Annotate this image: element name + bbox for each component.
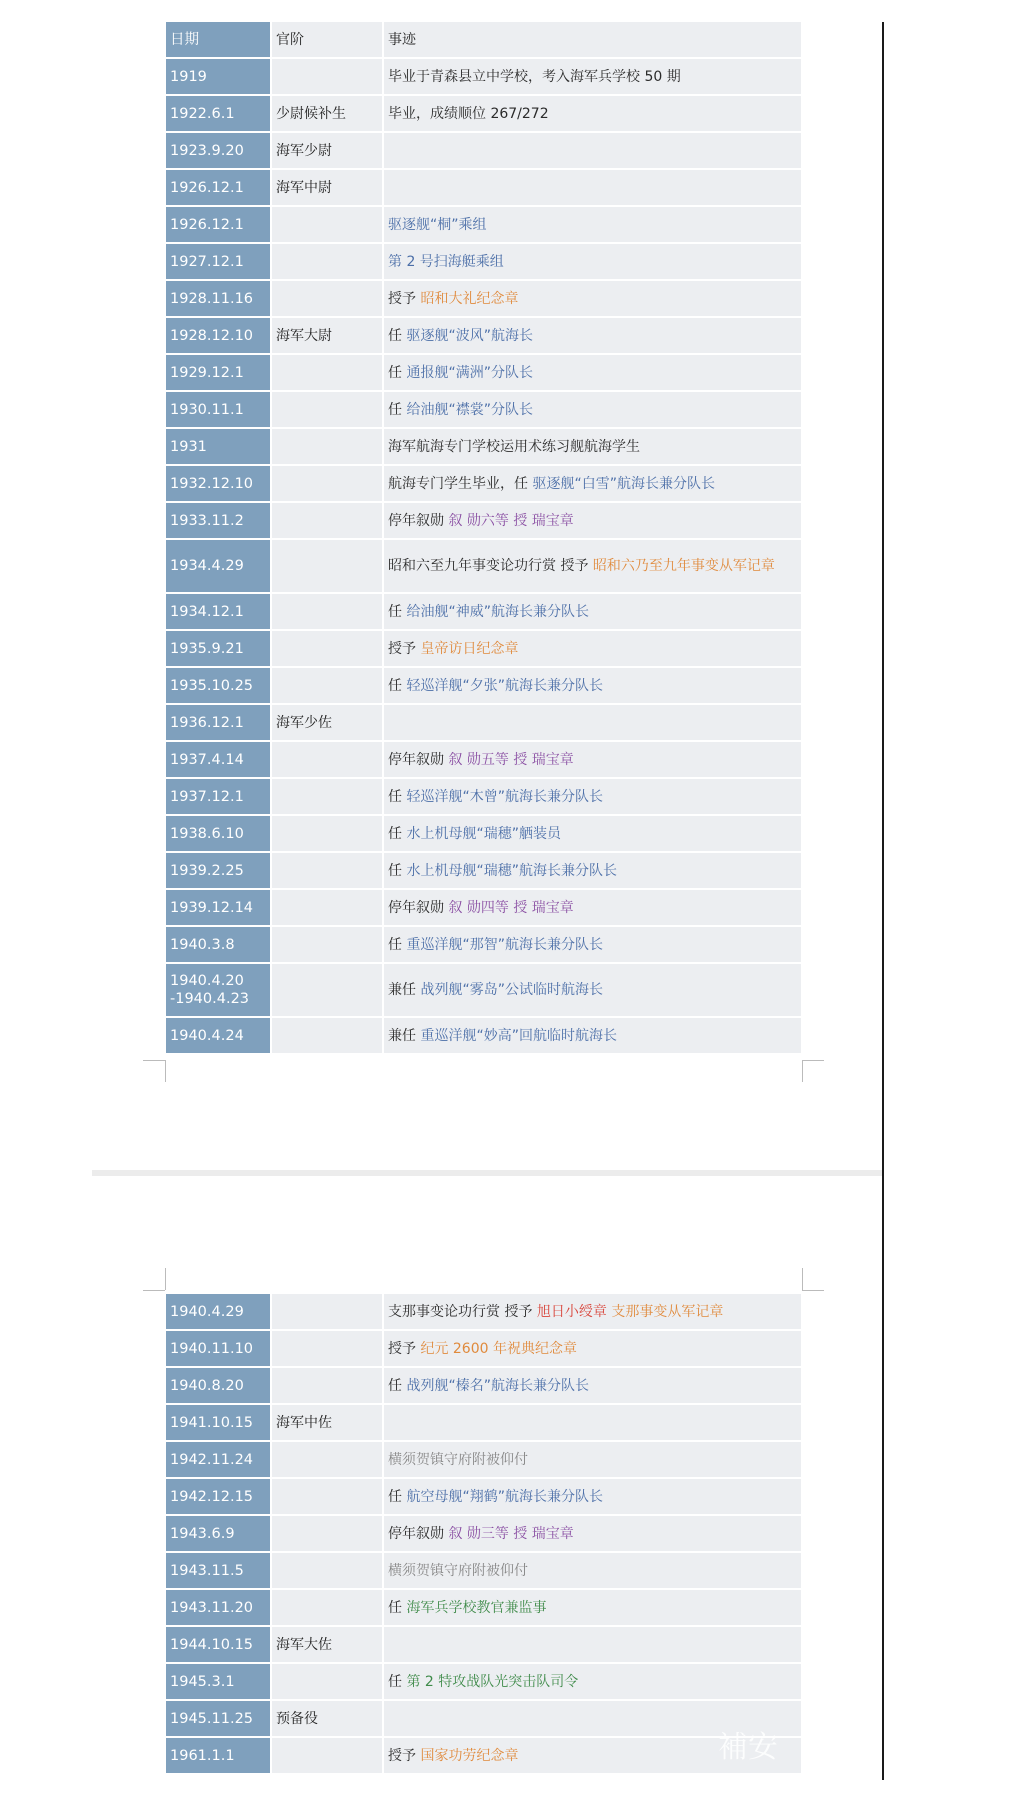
crop-mark	[165, 1268, 166, 1290]
row-event	[384, 1516, 801, 1553]
event-text: 毕业于青森县立中学校，考入海军兵学校 50 期	[388, 68, 681, 85]
event-text: 叙 勋五等 授 瑞宝章	[448, 751, 574, 768]
event-text: 叙 勋六等 授 瑞宝章	[448, 512, 574, 529]
row-rank	[272, 1553, 384, 1590]
row-event	[384, 540, 801, 594]
event-text: 横须贺镇守府附被仰付	[388, 1562, 528, 1579]
table-row	[166, 890, 801, 927]
row-rank	[272, 466, 384, 503]
crop-mark	[165, 1060, 166, 1082]
career-table-page-1	[166, 22, 801, 1055]
event-text: 毕业，成绩顺位 267/272	[388, 105, 549, 122]
event-text: 任	[388, 364, 407, 381]
table-row	[166, 1294, 801, 1331]
row-event	[384, 207, 801, 244]
header-event: 事迹	[384, 22, 801, 59]
event-text: 昭和大礼纪念章	[420, 290, 519, 307]
table-row	[166, 1738, 801, 1775]
table-row	[166, 927, 801, 964]
event-text: 给油舰“神威”航海长兼分队长	[406, 603, 589, 620]
row-event	[384, 392, 801, 429]
row-date: 1940.4.29	[166, 1294, 272, 1331]
event-text: 叙 勋四等 授 瑞宝章	[448, 899, 574, 916]
table-row	[166, 59, 801, 96]
row-date: 1934.12.1	[166, 594, 272, 631]
table-row	[166, 503, 801, 540]
row-date: 1937.4.14	[166, 742, 272, 779]
row-date: 1930.11.1	[166, 392, 272, 429]
event-text: 兼任	[388, 982, 421, 998]
row-rank: 海军大佐	[272, 1627, 384, 1664]
row-event	[384, 1405, 801, 1442]
table-row	[166, 1018, 801, 1055]
row-event	[384, 890, 801, 927]
event-text: 轻巡洋舰“夕张”航海长兼分队长	[406, 677, 603, 694]
row-event	[384, 1479, 801, 1516]
table-row	[166, 355, 801, 392]
row-date: 1919	[166, 59, 272, 96]
row-event	[384, 1553, 801, 1590]
event-text: 停年叙勋	[388, 1525, 449, 1542]
row-event	[384, 1294, 801, 1331]
row-event	[384, 244, 801, 281]
row-rank: 海军少佐	[272, 705, 384, 742]
row-date: 1928.11.16	[166, 281, 272, 318]
page-right-border	[882, 22, 884, 1780]
row-date: 1934.4.29	[166, 540, 272, 594]
row-event	[384, 1627, 801, 1664]
event-text: 航空母舰“翔鹤”航海长兼分队长	[406, 1488, 603, 1505]
table-row	[166, 429, 801, 466]
table-row	[166, 281, 801, 318]
row-rank	[272, 853, 384, 890]
row-event	[384, 466, 801, 503]
row-event	[384, 1368, 801, 1405]
row-event	[384, 779, 801, 816]
table-row	[166, 668, 801, 705]
table-row	[166, 742, 801, 779]
row-date: 1943.11.20	[166, 1590, 272, 1627]
row-rank	[272, 1018, 384, 1055]
row-rank	[272, 1479, 384, 1516]
table-row	[166, 705, 801, 742]
row-date: 1944.10.15	[166, 1627, 272, 1664]
row-rank	[272, 429, 384, 466]
event-text: 驱逐舰“白雪”航海长兼分队长	[532, 475, 715, 492]
row-rank	[272, 355, 384, 392]
row-date: 1937.12.1	[166, 779, 272, 816]
row-date: 1940.11.10	[166, 1331, 272, 1368]
event-text: 昭和六乃至九年事变从军记章	[592, 558, 775, 574]
row-date: 1940.3.8	[166, 927, 272, 964]
row-event	[384, 705, 801, 742]
header-date: 日期	[166, 22, 272, 59]
table-row	[166, 1405, 801, 1442]
event-text: 授予	[388, 640, 421, 657]
row-date: 1932.12.10	[166, 466, 272, 503]
event-text: 任	[388, 1488, 407, 1505]
event-text: 战列舰“榛名”航海长兼分队长	[406, 1377, 589, 1394]
table-row	[166, 1590, 801, 1627]
row-date: 1939.2.25	[166, 853, 272, 890]
row-rank	[272, 244, 384, 281]
event-text: 任	[388, 401, 407, 418]
event-text: 战列舰“雾岛”公试临时航海长	[420, 982, 603, 998]
event-text: 通报舰“满洲”分队长	[406, 364, 533, 381]
row-event	[384, 1664, 801, 1701]
row-rank	[272, 1590, 384, 1627]
row-rank	[272, 631, 384, 668]
row-rank	[272, 207, 384, 244]
row-event	[384, 631, 801, 668]
event-text: 驱逐舰“桐”乘组	[388, 216, 487, 233]
row-rank	[272, 779, 384, 816]
row-event	[384, 742, 801, 779]
table-row	[166, 1479, 801, 1516]
row-event	[384, 170, 801, 207]
row-event	[384, 594, 801, 631]
row-rank	[272, 1294, 384, 1331]
event-text: 横须贺镇守府附被仰付	[388, 1451, 528, 1468]
table-row	[166, 133, 801, 170]
row-rank	[272, 540, 384, 594]
row-rank: 海军大尉	[272, 318, 384, 355]
row-date: 1936.12.1	[166, 705, 272, 742]
row-event	[384, 96, 801, 133]
row-rank: 少尉候补生	[272, 96, 384, 133]
row-rank	[272, 594, 384, 631]
row-date: 1961.1.1	[166, 1738, 272, 1775]
row-rank: 海军中尉	[272, 170, 384, 207]
event-text: 海军航海专门学校运用术练习舰航海学生	[388, 438, 640, 455]
row-date: 1945.3.1	[166, 1664, 272, 1701]
row-event	[384, 964, 801, 1018]
row-date: 1926.12.1	[166, 170, 272, 207]
crop-mark	[802, 1290, 824, 1291]
event-text: 驱逐舰“波风”航海长	[406, 327, 533, 344]
page-separator	[92, 1170, 882, 1176]
table-header-row	[166, 22, 801, 59]
row-event	[384, 1018, 801, 1055]
event-text: 任	[388, 1673, 407, 1690]
row-event	[384, 281, 801, 318]
row-rank	[272, 1331, 384, 1368]
event-text: 水上机母舰“瑞穗”航海长兼分队长	[406, 862, 617, 879]
row-rank	[272, 59, 384, 96]
event-text: 任	[388, 788, 407, 805]
table-row	[166, 392, 801, 429]
event-text: 轻巡洋舰“木曾”航海长兼分队长	[406, 788, 603, 805]
row-date: 1940.8.20	[166, 1368, 272, 1405]
event-text: 支那事变论功行赏 授予	[388, 1303, 537, 1320]
row-date: 1923.9.20	[166, 133, 272, 170]
event-text: 支那事变从军记章	[606, 1303, 724, 1320]
table-row	[166, 318, 801, 355]
row-event	[384, 668, 801, 705]
event-text: 兼任	[388, 1027, 421, 1044]
crop-mark	[143, 1290, 165, 1291]
event-text: 任	[388, 603, 407, 620]
row-date: 1928.12.10	[166, 318, 272, 355]
crop-mark	[802, 1060, 803, 1082]
row-rank: 海军中佐	[272, 1405, 384, 1442]
row-date: 1927.12.1	[166, 244, 272, 281]
table-row	[166, 853, 801, 890]
event-text: 任	[388, 936, 407, 953]
row-event	[384, 816, 801, 853]
watermark-logo: 補安	[718, 1730, 778, 1765]
row-event	[384, 133, 801, 170]
event-text: 重巡洋舰“那智”航海长兼分队长	[406, 936, 603, 953]
event-text: 重巡洋舰“妙高”回航临时航海长	[420, 1027, 617, 1044]
table-row	[166, 540, 801, 594]
event-text: 停年叙勋	[388, 899, 449, 916]
header-rank: 官阶	[272, 22, 384, 59]
event-text: 授予	[388, 1747, 421, 1764]
table-row	[166, 466, 801, 503]
row-date: 1943.11.5	[166, 1553, 272, 1590]
row-event	[384, 1331, 801, 1368]
row-event	[384, 927, 801, 964]
row-rank	[272, 1368, 384, 1405]
event-text: 任	[388, 1377, 407, 1394]
row-rank	[272, 1738, 384, 1775]
table-row	[166, 244, 801, 281]
table-row	[166, 1516, 801, 1553]
row-date: 1945.11.25	[166, 1701, 272, 1738]
row-event	[384, 355, 801, 392]
table-row	[166, 816, 801, 853]
row-event	[384, 503, 801, 540]
row-date: 1922.6.1	[166, 96, 272, 133]
row-rank	[272, 1442, 384, 1479]
event-text: 任	[388, 1599, 407, 1616]
row-event	[384, 1590, 801, 1627]
event-text: 旭日小绶章	[536, 1303, 607, 1320]
event-text: 第 2 特攻战队光突击队司令	[406, 1673, 579, 1690]
row-date: 1939.12.14	[166, 890, 272, 927]
table-row	[166, 96, 801, 133]
event-text: 海军兵学校教官兼监事	[406, 1599, 547, 1616]
row-date: 1933.11.2	[166, 503, 272, 540]
row-rank	[272, 1664, 384, 1701]
event-text: 航海专门学生毕业，任	[388, 475, 533, 492]
row-date: 1935.9.21	[166, 631, 272, 668]
table-row	[166, 1701, 801, 1738]
row-date: 1941.10.15	[166, 1405, 272, 1442]
row-rank	[272, 281, 384, 318]
table-row	[166, 1368, 801, 1405]
crop-mark	[802, 1268, 803, 1290]
event-text: 授予	[388, 290, 421, 307]
event-text: 第 2 号扫海艇乘组	[388, 253, 504, 270]
table-row	[166, 207, 801, 244]
row-date: 1926.12.1	[166, 207, 272, 244]
row-rank	[272, 816, 384, 853]
row-event	[384, 318, 801, 355]
table-row	[166, 1331, 801, 1368]
row-rank	[272, 392, 384, 429]
table-row	[166, 1442, 801, 1479]
table-row	[166, 631, 801, 668]
crop-mark	[143, 1060, 165, 1061]
row-date: 1943.6.9	[166, 1516, 272, 1553]
row-event	[384, 429, 801, 466]
event-text: 任	[388, 327, 407, 344]
table-row	[166, 1627, 801, 1664]
table-row	[166, 170, 801, 207]
row-rank	[272, 927, 384, 964]
event-text: 叙 勋三等 授 瑞宝章	[448, 1525, 574, 1542]
row-rank	[272, 964, 384, 1018]
row-rank	[272, 668, 384, 705]
table-row	[166, 964, 801, 1018]
row-rank	[272, 1516, 384, 1553]
row-rank	[272, 742, 384, 779]
row-rank: 海军少尉	[272, 133, 384, 170]
event-text: 任	[388, 862, 407, 879]
row-event	[384, 1442, 801, 1479]
row-date: 1935.10.25	[166, 668, 272, 705]
table-row	[166, 1553, 801, 1590]
row-rank: 预备役	[272, 1701, 384, 1738]
crop-mark	[802, 1060, 824, 1061]
row-rank	[272, 890, 384, 927]
event-text: 水上机母舰“瑞穗”舾装员	[406, 825, 561, 842]
row-date: 1942.12.15	[166, 1479, 272, 1516]
event-text: 皇帝访日纪念章	[420, 640, 519, 657]
event-text: 纪元 2600 年祝典纪念章	[420, 1340, 577, 1357]
row-date: 1940.4.24	[166, 1018, 272, 1055]
table-row	[166, 1664, 801, 1701]
row-event	[384, 59, 801, 96]
career-table-page-2	[166, 1294, 801, 1775]
event-text: 国家功劳纪念章	[420, 1747, 519, 1764]
row-date: 1940.4.20 -1940.4.23	[166, 964, 272, 1018]
event-text: 停年叙勋	[388, 751, 449, 768]
event-text: 给油舰“襟裳”分队长	[406, 401, 533, 418]
event-text: 任	[388, 825, 407, 842]
event-text: 授予	[388, 1340, 421, 1357]
event-text: 停年叙勋	[388, 512, 449, 529]
table-row	[166, 594, 801, 631]
row-date: 1929.12.1	[166, 355, 272, 392]
event-text: 昭和六至九年事变论功行赏 授予	[388, 558, 593, 574]
row-event	[384, 853, 801, 890]
row-date: 1931	[166, 429, 272, 466]
table-row	[166, 779, 801, 816]
event-text: 任	[388, 677, 407, 694]
row-date: 1938.6.10	[166, 816, 272, 853]
row-date: 1942.11.24	[166, 1442, 272, 1479]
row-rank	[272, 503, 384, 540]
